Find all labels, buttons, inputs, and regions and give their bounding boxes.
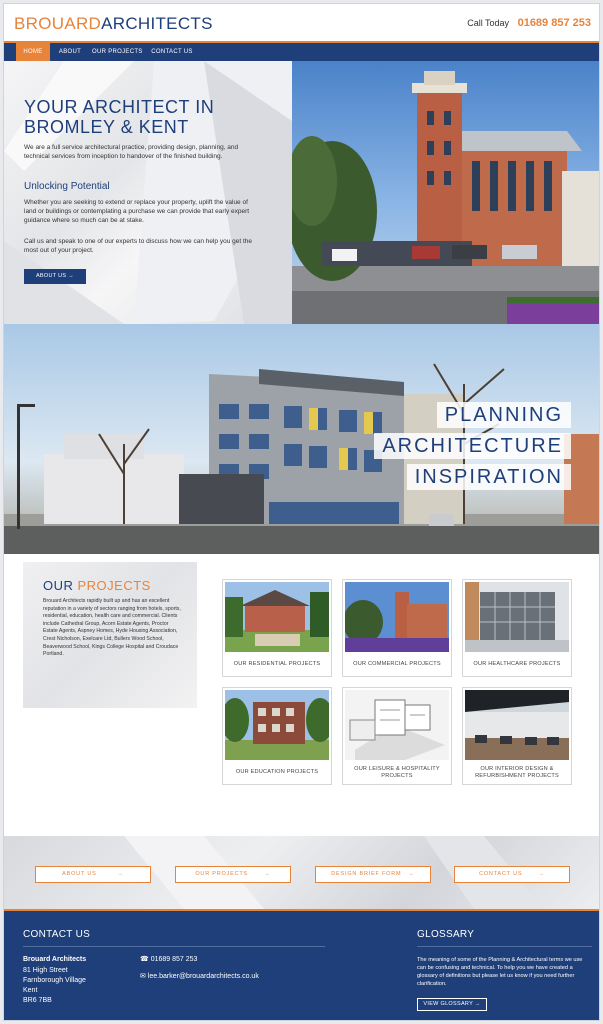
footer-glossary-title: GLOSSARY — [417, 929, 475, 940]
arrow-right-icon: → — [117, 871, 124, 877]
main-nav — [4, 41, 600, 61]
interior-photo — [465, 690, 569, 760]
logo-brouard: BROUARD — [14, 14, 102, 33]
residential-photo — [225, 582, 329, 652]
hero-intro: We are a full service architectural practice, providing design, planning, and technical services from inception to handover of the finished building. — [24, 144, 239, 160]
footer-address-line3: Kent — [23, 987, 38, 994]
card-interior-label: OUR INTERIOR DESIGN & REFURBISHMENT PROJECTS — [475, 765, 559, 779]
view-glossary-label: VIEW GLOSSARY — [423, 1001, 473, 1007]
nav-home[interactable]: HOME — [16, 43, 50, 61]
footer-divider — [23, 946, 325, 947]
hero-title-line2: BROMLEY & KENT — [24, 117, 189, 137]
footer-address-line1: 81 High Street — [23, 967, 68, 974]
quick-contact-label: CONTACT US — [479, 871, 523, 877]
quick-about-label: ABOUT US — [62, 871, 97, 877]
header-phone[interactable]: 01689 857 253 — [517, 17, 591, 29]
card-healthcare-label: OUR HEALTHCARE PROJECTS — [473, 661, 561, 668]
call-today — [467, 17, 591, 29]
arrow-right-icon: → — [408, 871, 415, 877]
hero-paragraph-3: Call us and speak to one of our experts to discuss how we can help you get the most out of your project. — [24, 238, 252, 254]
card-leisure-label: OUR LEISURE & HOSPITALITY PROJECTS — [354, 765, 440, 779]
banner-word-inspiration: INSPIRATION — [407, 464, 571, 490]
phone-icon: ☎ — [140, 956, 149, 963]
banner-word-architecture: ARCHITECTURE — [374, 433, 571, 459]
hero-subtitle: Unlocking Potential — [24, 181, 110, 192]
hero — [4, 61, 600, 324]
hero-paragraph-2: Whether you are seeking to extend or replace your property, uplift the value of land or buildings or contemplating a purchase we can provide that early expert guidance where so much can be at stake. — [24, 199, 250, 224]
footer-phone-number: 01689 857 253 — [150, 956, 198, 963]
card-residential-label: OUR RESIDENTIAL PROJECTS — [233, 661, 321, 668]
card-leisure-projects[interactable] — [342, 687, 452, 785]
commercial-building-illustration — [292, 61, 600, 324]
hero-title — [24, 97, 214, 137]
mail-icon: ✉ — [140, 973, 146, 980]
quick-projects-button[interactable] — [175, 866, 291, 883]
services-banner — [4, 324, 600, 554]
arrow-right-icon: → — [538, 871, 545, 877]
card-healthcare-projects[interactable] — [462, 579, 572, 677]
footer — [4, 909, 600, 1021]
nav-contact-us[interactable]: CONTACT US — [151, 49, 193, 55]
card-education-label: OUR EDUCATION PROJECTS — [235, 769, 319, 776]
call-label: Call Today — [467, 18, 510, 28]
quick-links-bar — [4, 836, 600, 909]
quick-design-brief-button[interactable] — [315, 866, 431, 883]
nav-about[interactable]: ABOUT — [58, 49, 82, 55]
logo[interactable] — [14, 14, 213, 34]
education-photo — [225, 690, 329, 760]
projects-intro — [23, 562, 197, 708]
card-education-projects[interactable] — [222, 687, 332, 785]
projects-title-projects: PROJECTS — [77, 578, 151, 593]
footer-address-line2: Farnborough Village — [23, 977, 86, 984]
quick-about-button[interactable] — [35, 866, 151, 883]
footer-email-address: lee.barker@brouardarchitects.co.uk — [147, 973, 259, 980]
quick-contact-button[interactable] — [454, 866, 570, 883]
footer-glossary-divider — [417, 946, 592, 947]
arrow-right-icon: → — [68, 273, 75, 279]
hero-title-line1: YOUR ARCHITECT IN — [24, 97, 215, 117]
quick-projects-label: OUR PROJECTS — [195, 871, 249, 877]
projects-title-our: OUR — [43, 578, 78, 593]
page — [3, 3, 600, 1021]
view-glossary-button[interactable] — [417, 998, 487, 1011]
leisure-drawing — [345, 690, 449, 760]
projects-section — [4, 554, 600, 836]
footer-email[interactable] — [140, 972, 259, 982]
quick-design-brief-label: DESIGN BRIEF FORM — [331, 871, 402, 877]
hero-about-label: ABOUT US — [35, 273, 67, 279]
projects-description: Brouard Architects rapidly built up and has an excellent reputation in a variety of sectors ranging from hotels, sports, residential, education, health care and commercial. Clients include Cathedral Group, Acorn Estate Agents, Proctor Estate Agents, Aspney Homes, Hyde Housing Association, Crest Nicholson, Exelcare Ltd, Bullers Wood School, Beaverwood School, Kings College Hospital and Croudace Portland. — [43, 598, 181, 658]
footer-glossary-text: The meaning of some of the Planning & Architectural terms we use can be confusing and technical. To help you we have created a glossary of definitions but please let us know if you need further clarification. — [417, 957, 583, 987]
arrow-right-icon: → — [264, 871, 271, 877]
hero-building-photo — [292, 61, 600, 324]
healthcare-photo — [465, 582, 569, 652]
nav-our-projects[interactable]: OUR PROJECTS — [92, 49, 143, 55]
banner-word-planning: PLANNING — [437, 402, 571, 428]
footer-contact-title: CONTACT US — [23, 929, 91, 940]
hero-intro-panel — [4, 61, 292, 324]
logo-architects: ARCHITECTS — [101, 14, 213, 33]
footer-address-line4: BR6 7BB — [23, 997, 52, 1004]
commercial-photo — [345, 582, 449, 652]
projects-title — [43, 578, 151, 593]
card-residential-projects[interactable] — [222, 579, 332, 677]
header — [4, 4, 600, 41]
card-interior-projects[interactable] — [462, 687, 572, 785]
card-commercial-label: OUR COMMERCIAL PROJECTS — [353, 661, 441, 668]
footer-phone[interactable] — [140, 955, 197, 965]
arrow-right-icon: → — [474, 1001, 481, 1007]
footer-company: Brouard Architects — [23, 956, 87, 963]
card-commercial-projects[interactable] — [342, 579, 452, 677]
hero-about-button[interactable] — [24, 269, 86, 284]
